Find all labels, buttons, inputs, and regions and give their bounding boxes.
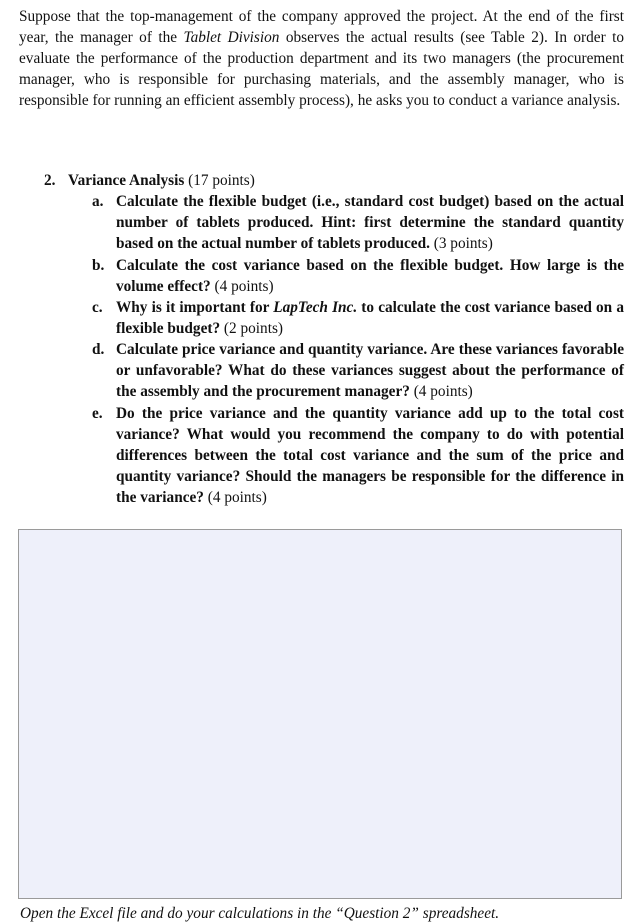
subquestion-letter: e. bbox=[92, 405, 103, 422]
subquestion-points: (4 points) bbox=[203, 489, 267, 506]
subquestion-e bbox=[92, 403, 624, 508]
subquestion-text: Calculate the flexible budget (i.e., standard cost budget) based on the actual number of tablets produced. Hint: first determine the standard quantity based on the actual number of tablets produced. bbox=[116, 193, 624, 252]
subquestion-points: (4 points) bbox=[210, 278, 274, 295]
subquestion-points: (2 points) bbox=[220, 320, 283, 337]
answer-box[interactable] bbox=[18, 529, 622, 899]
question-title: Variance Analysis bbox=[68, 172, 185, 189]
subquestion-letter: a. bbox=[92, 193, 104, 210]
subquestion-c bbox=[92, 297, 624, 339]
subquestion-text: Do the price variance and the quantity variance add up to the total cost variance? What would you recommend the company to do with potential differences between the total cost variance and the sum of the price and quantity variance? Should the managers be responsible for the difference in the variance? bbox=[116, 405, 624, 506]
intro-paragraph bbox=[19, 6, 624, 111]
subquestion-a bbox=[92, 191, 624, 254]
intro-division-name: Tablet Division bbox=[183, 29, 280, 46]
question-heading bbox=[44, 170, 255, 191]
subquestion-points: (3 points) bbox=[429, 235, 493, 252]
intro-text-1: Suppose that the top-management of the company approved the project. At the end of the first year, the manager of the bbox=[19, 8, 624, 46]
subquestion-text-pre: Why is it important for bbox=[116, 299, 274, 316]
question-points: (17 points) bbox=[184, 172, 255, 189]
subquestion-text: Calculate the cost variance based on the flexible budget. How large is the volume effect? bbox=[116, 257, 624, 295]
subquestion-text-post: to calculate the cost variance based on a flexible budget? bbox=[116, 299, 624, 337]
footer-instruction: Open the Excel file and do your calculations in the “Question 2” spreadsheet. bbox=[20, 905, 500, 922]
subquestion-b bbox=[92, 255, 624, 297]
subquestion-points: (4 points) bbox=[409, 383, 473, 400]
subquestion-text: Calculate price variance and quantity variance. Are these variances favorable or unfavorable? What do these variances suggest about the performance of the assembly and the procurement manager? bbox=[116, 341, 624, 400]
company-name: LapTech Inc. bbox=[273, 299, 358, 316]
subquestion-letter: b. bbox=[92, 257, 105, 274]
subquestion-letter: c. bbox=[92, 299, 103, 316]
intro-text-2: observes the actual results (see Table 2). In order to evaluate the performance of the production department and its two managers (the procurement manager, who is responsible for purchasing materials, and the assembly manager, who is responsible for running an efficient assembly process), he asks you to conduct a variance analysis. bbox=[19, 29, 624, 109]
question-number: 2. bbox=[44, 172, 56, 189]
subquestion-d bbox=[92, 339, 624, 402]
subquestion-letter: d. bbox=[92, 341, 105, 358]
